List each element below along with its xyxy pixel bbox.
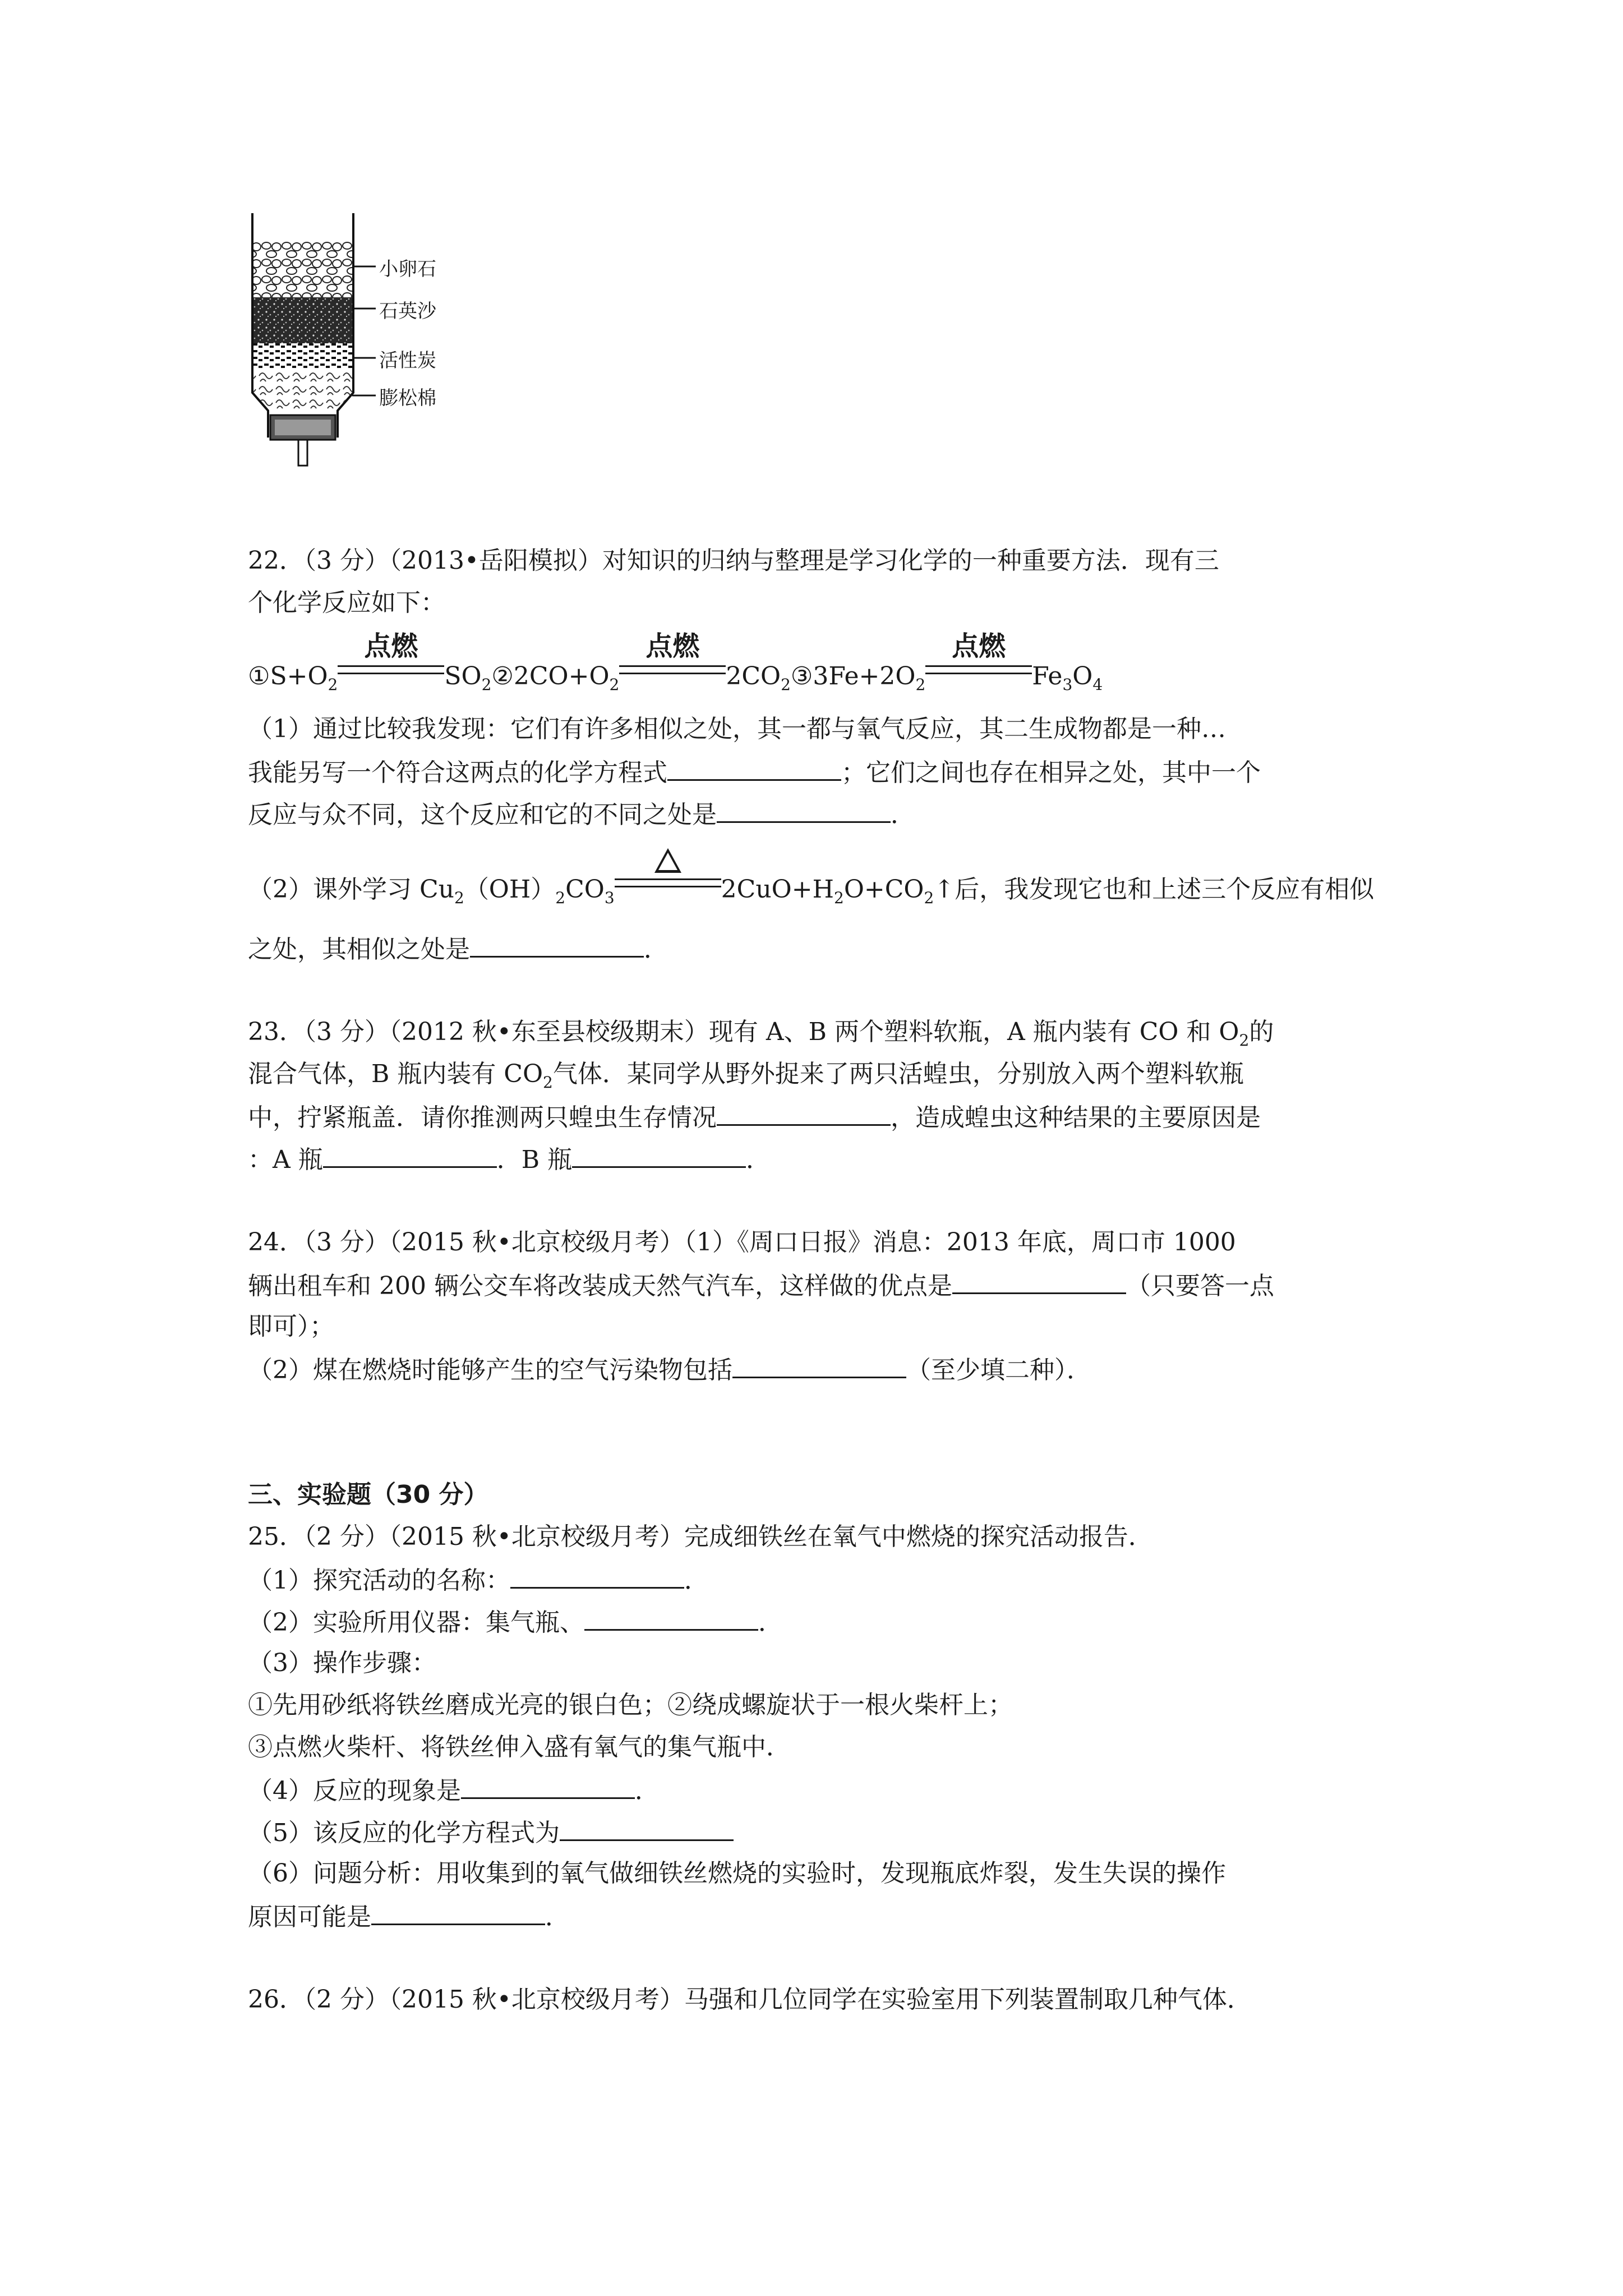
- q26-line-1: 26．（2 分）（2015 秋•北京校级月考）马强和几位同学在实验室用下列装置制取几种气体．: [248, 1985, 1252, 2014]
- ignite-condition: 点燃: [338, 651, 444, 684]
- water-filter-figure: [241, 208, 477, 488]
- eq3-left: ③3Fe+2O: [790, 662, 916, 691]
- q23-line-2: 混合气体，B 瓶内装有 $CO_2$气体．某同学从野外捉来了两只活蝗虫，分别放入两个塑料软瓶: [248, 1060, 1244, 1092]
- section-3-heading: 三、实验题（30 分）: [248, 1480, 488, 1509]
- answer-blank[interactable]: [510, 1562, 684, 1589]
- q25-line-8: （5）该反应的化学方程式为: [248, 1815, 734, 1850]
- q22-equations: $①S+O_2$ 点燃 $SO_2②2CO+O_2$ 点燃 $2CO_2③3Fe+2O_2$ 点燃 $Fe_3O_4$: [248, 631, 1103, 694]
- filter-label-sand: 石英沙: [379, 300, 436, 323]
- q22-part2-line-1: （2）课外学习 $Cu_2(OH)_2CO_3$ $2CuO+H_2O+CO_2↑$后，我发现它也和上述三个反应有相似: [248, 864, 1374, 915]
- heat-condition: [615, 864, 721, 898]
- answer-blank[interactable]: [323, 1142, 497, 1168]
- eq2-left: ②2CO+O: [491, 662, 610, 691]
- q25-line-7: （4）反应的现象是 ．: [248, 1773, 660, 1808]
- q25-line-2: （1）探究活动的名称： ．: [248, 1562, 709, 1598]
- q25-line-6: ③点燃火柴杆、将铁丝伸入盛有氧气的集气瓶中．: [248, 1733, 791, 1761]
- answer-blank[interactable]: [572, 1142, 746, 1168]
- eq3-right: Fe: [1032, 662, 1063, 691]
- q22-line-2: 个化学反应如下：: [248, 588, 445, 617]
- quartz-sand-layer: [253, 297, 352, 343]
- q22-part1-line-2: 我能另写一个符合这两点的化学方程式 ；它们之间也存在相异之处，其中一个: [248, 754, 1261, 790]
- q25-line-10: 原因可能是 ．: [248, 1899, 570, 1934]
- answer-blank[interactable]: [952, 1268, 1126, 1294]
- eq1-right: SO: [444, 662, 482, 691]
- pebble-layer: [253, 241, 352, 297]
- q25-line-4: （3）操作步骤：: [248, 1649, 436, 1677]
- answer-blank[interactable]: [717, 1099, 891, 1126]
- q24-line-2: 辆出租车和 200 辆公交车将改装成天然气汽车，这样做的优点是 （只要答一点: [248, 1268, 1274, 1303]
- filter-label-pebbles: 小卵石: [379, 258, 436, 280]
- cotton-layer: [253, 370, 352, 409]
- answer-blank[interactable]: [732, 1352, 906, 1378]
- q24-line-4: （2）煤在燃烧时能够产生的空气污染物包括 （至少填二种）．: [248, 1352, 1091, 1387]
- answer-blank[interactable]: [560, 1815, 734, 1841]
- q24-line-3: 即可）；: [248, 1312, 334, 1341]
- q22-line-1: 22．（3 分）（2013•岳阳模拟）对知识的归纳与整理是学习化学的一种重要方法．现有三: [248, 546, 1219, 575]
- q23-line-4: ：A 瓶 ．B 瓶 ．: [248, 1142, 771, 1177]
- q25-line-9: （6）问题分析：用收集到的氧气做细铁丝燃烧的实验时，发现瓶底炸裂，发生失误的操作: [248, 1859, 1226, 1888]
- eq2-right: 2CO: [726, 662, 781, 691]
- answer-blank[interactable]: [470, 931, 644, 958]
- q24-line-1: 24．（3 分）（2015 秋•北京校级月考）（1）《周口日报》消息：2013 年底，周口市 1000: [248, 1228, 1236, 1257]
- activated-carbon-layer: [253, 343, 352, 370]
- filter-label-carbon: 活性炭: [379, 349, 436, 372]
- answer-blank[interactable]: [584, 1604, 758, 1631]
- ignite-condition: 点燃: [925, 651, 1032, 684]
- answer-blank[interactable]: [461, 1773, 635, 1799]
- answer-blank[interactable]: [371, 1899, 545, 1925]
- q22-part2-line-2: 之处，其相似之处是 ．: [248, 931, 668, 967]
- heat-triangle-icon: [654, 848, 681, 873]
- eq1-left: ①S+O: [248, 662, 328, 691]
- q25-line-5: ①先用砂纸将铁丝磨成光亮的银白色；②绕成螺旋状于一根火柴杆上；: [248, 1691, 1013, 1719]
- outlet-tube: [298, 440, 307, 466]
- q23-line-3: 中，拧紧瓶盖．请你推测两只蝗虫生存情况 ，造成蝗虫这种结果的主要原因是: [248, 1099, 1261, 1135]
- q25-line-3: （2）实验所用仪器：集气瓶、 ．: [248, 1604, 783, 1640]
- q25-line-1: 25．（2 分）（2015 秋•北京校级月考）完成细铁丝在氧气中燃烧的探究活动报告．: [248, 1522, 1153, 1551]
- filter-label-cotton: 膨松棉: [379, 387, 436, 409]
- q23-line-1: 23．（3 分）（2012 秋•东至县校级期末）现有 A、B 两个塑料软瓶，A 瓶内装有 CO 和 $O_2$的: [248, 1018, 1274, 1050]
- answer-blank[interactable]: [717, 797, 891, 823]
- q22-part1-line-1: （1）通过比较我发现：它们有许多相似之处，其一都与氧气反应，其二生成物都是一种…: [248, 715, 1226, 743]
- answer-blank[interactable]: [667, 754, 841, 781]
- ignite-condition: 点燃: [619, 651, 726, 684]
- q22-part1-line-3: 反应与众不同，这个反应和它的不同之处是 ．: [248, 797, 915, 832]
